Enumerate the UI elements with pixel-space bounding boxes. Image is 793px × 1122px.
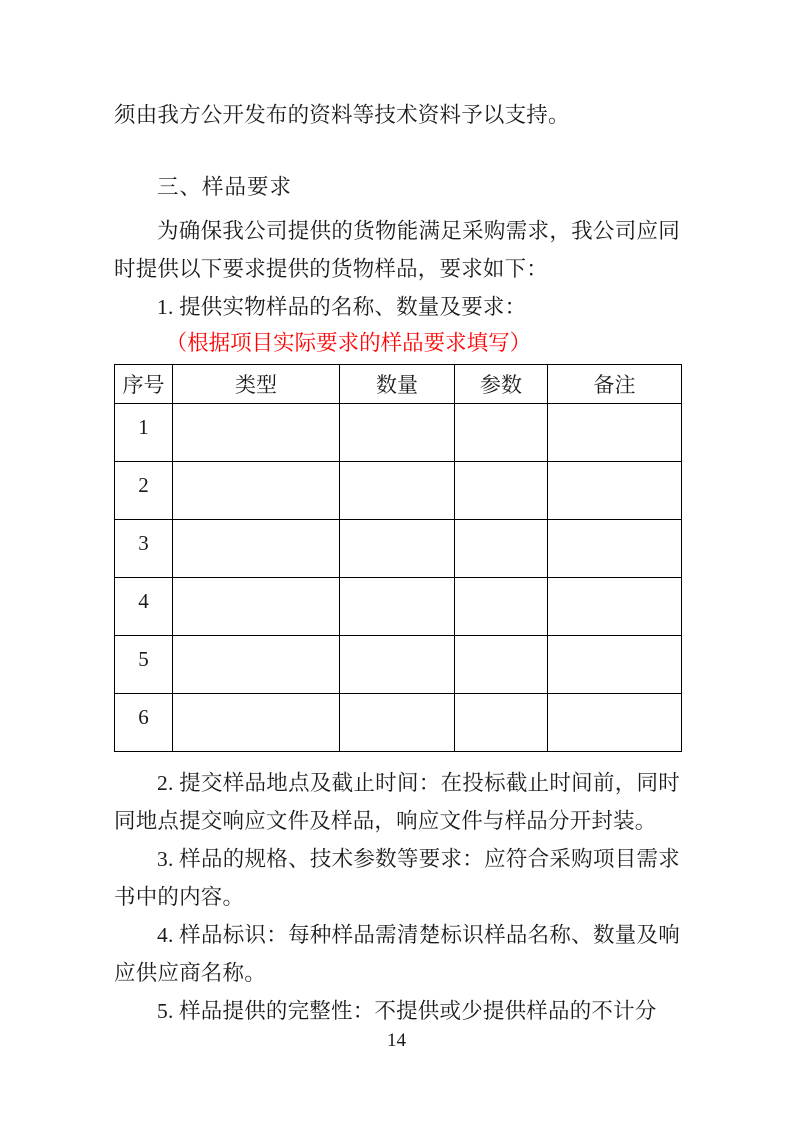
cell-remark[interactable] — [548, 404, 682, 462]
column-header-type: 类型 — [173, 365, 340, 404]
paragraph-intro: 为确保我公司提供的货物能满足采购需求，我公司应同时提供以下要求提供的货物样品，要求如下： — [114, 219, 680, 281]
cell-index: 3 — [115, 520, 173, 578]
table-row — [115, 462, 682, 520]
table-row — [115, 520, 682, 578]
cell-type[interactable] — [173, 636, 340, 694]
paragraph-item-2: 2. 提交样品地点及截止时间：在投标截止时间前，同时同地点提交响应文件及样品，响应文件与样品分开封装。 — [114, 771, 680, 833]
cell-quantity[interactable] — [340, 404, 455, 462]
section-heading: 三、样品要求 — [157, 175, 293, 199]
cell-remark[interactable] — [548, 636, 682, 694]
cell-parameter[interactable] — [455, 462, 548, 520]
column-header-parameter: 参数 — [455, 365, 548, 404]
cell-parameter[interactable] — [455, 520, 548, 578]
continued-text-line: 须由我方公开发布的资料等技术资料予以支持。 — [114, 103, 570, 127]
cell-quantity[interactable] — [340, 462, 455, 520]
cell-quantity[interactable] — [340, 694, 455, 752]
cell-quantity[interactable] — [340, 636, 455, 694]
column-header-remark: 备注 — [548, 365, 682, 404]
paragraph-item-4: 4. 样品标识：每种样品需清楚标识样品名称、数量及响应供应商名称。 — [114, 923, 680, 985]
cell-quantity[interactable] — [340, 520, 455, 578]
column-header-index: 序号 — [115, 365, 173, 404]
cell-index: 5 — [115, 636, 173, 694]
cell-quantity[interactable] — [340, 578, 455, 636]
cell-type[interactable] — [173, 694, 340, 752]
cell-parameter[interactable] — [455, 694, 548, 752]
table-row — [115, 404, 682, 462]
cell-remark[interactable] — [548, 462, 682, 520]
table-header — [115, 365, 682, 404]
continued-paragraph-block — [114, 96, 694, 134]
column-header-quantity: 数量 — [340, 365, 455, 404]
table-row — [115, 694, 682, 752]
red-fill-instruction: （根据项目实际要求的样品要求填写） — [165, 331, 532, 355]
paragraph-item-5: 5. 样品提供的完整性：不提供或少提供样品的不计分 — [157, 999, 657, 1023]
cell-remark[interactable] — [548, 520, 682, 578]
sample-requirements-table — [114, 364, 682, 752]
table-row — [115, 578, 682, 636]
table-header-row — [115, 365, 682, 404]
cell-index: 6 — [115, 694, 173, 752]
cell-remark[interactable] — [548, 694, 682, 752]
table-body — [115, 404, 682, 752]
cell-type[interactable] — [173, 404, 340, 462]
cell-parameter[interactable] — [455, 578, 548, 636]
cell-index: 4 — [115, 578, 173, 636]
paragraph-item-1: 1. 提供实物样品的名称、数量及要求： — [157, 295, 527, 319]
cell-type[interactable] — [173, 462, 340, 520]
paragraph-item-3: 3. 样品的规格、技术参数等要求：应符合采购项目需求书中的内容。 — [114, 847, 680, 909]
cell-remark[interactable] — [548, 578, 682, 636]
section-body — [114, 168, 680, 1030]
cell-type[interactable] — [173, 520, 340, 578]
table-row — [115, 636, 682, 694]
cell-parameter[interactable] — [455, 636, 548, 694]
cell-index: 1 — [115, 404, 173, 462]
page-number: 14 — [387, 1030, 406, 1051]
cell-parameter[interactable] — [455, 404, 548, 462]
cell-type[interactable] — [173, 578, 340, 636]
cell-index: 2 — [115, 462, 173, 520]
